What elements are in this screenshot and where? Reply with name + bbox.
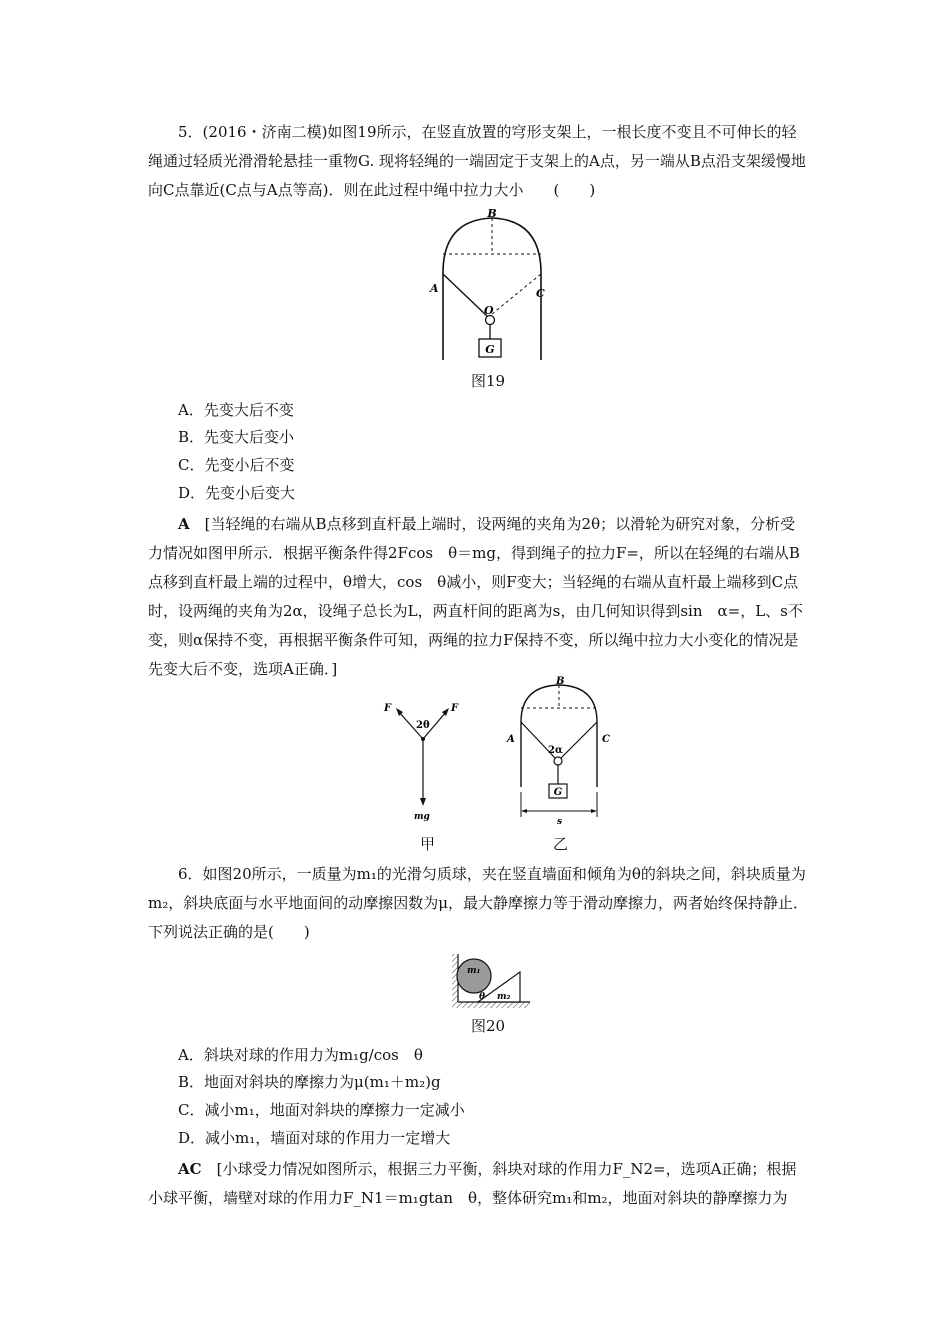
figure-yi — [505, 674, 615, 828]
fig20-label-m2: m₂ — [497, 992, 511, 1002]
fig-yi-label-A: A — [507, 734, 515, 745]
fig19-label-B: B — [487, 208, 497, 220]
fig20-label-theta: θ — [479, 992, 486, 1002]
q5-option-b: B．先变大后变小 — [178, 428, 295, 446]
q6-option-c: C．减小m₁，地面对斜块的摩擦力一定减小 — [178, 1101, 465, 1119]
q6-explanation: [小球受力情况如图所示，根据三力平衡，斜块对球的作用力F_N2=，选项A正确；根据小球平衡，墙壁对球的作用力F_N1＝m₁gtan θ，整体研究m₁和m₂，地面对斜块的静摩擦力为 — [148, 1160, 797, 1207]
figure-19 — [420, 208, 560, 368]
fig19-label-O: O — [484, 304, 494, 317]
q6-solution — [148, 1155, 808, 1213]
q5-option-d: D．先变小后变大 — [178, 484, 296, 502]
fig19-label-A: A — [430, 282, 439, 295]
fig-jia-caption: 甲 — [420, 835, 436, 853]
figure-20 — [450, 952, 532, 1010]
fig-yi-label-C: C — [602, 734, 610, 745]
q5-solution — [148, 510, 808, 684]
fig-jia-angle: 2θ — [416, 720, 430, 731]
q5-stem: 5．(2016・济南二模)如图19所示，在竖直放置的穹形支架上，一根长度不变且不可伸长的轻绳通过轻质光滑滑轮悬挂一重物G. 现将轻绳的一端固定于支架上的A点，另一端从B点沿支架缓慢地向C点靠近(C点与A点等高)．则在此过程中绳中拉力大小 ( ) — [148, 123, 806, 199]
fig-yi-label-G: G — [553, 787, 563, 798]
q5-explanation: [当轻绳的右端从B点移到直杆最上端时，设两绳的夹角为2θ；以滑轮为研究对象，分析受力情况如图甲所示．根据平衡条件得2Fcos θ＝mg，得到绳子的拉力F=，所以在轻绳的右端从B点移到直杆最上端的过程中，θ增大，cos θ减小，则F变大；当轻绳的右端从直杆最上端移到C点时，设两绳的夹角为2α，设绳子总长为L，两直杆间的距离为s，由几何知识得到sin α=，L、s不变，则α保持不变，再根据平衡条件可知，两绳的拉力F保持不变，所以绳中拉力大小变化的情况是先变大后不变，选项A正确．] — [148, 515, 803, 678]
fig20-label-m1: m₁ — [467, 966, 481, 976]
fig-yi-label-s: s — [557, 817, 563, 827]
q5-answer: A — [178, 515, 190, 533]
q6-answer: AC — [178, 1160, 202, 1178]
q5-figure-caption: 图19 — [471, 372, 506, 390]
fig-yi-caption: 乙 — [553, 835, 569, 853]
q6-figure-caption: 图20 — [471, 1017, 506, 1035]
fig-jia-F-left: F — [384, 703, 392, 714]
q6-option-b: B．地面对斜块的摩擦力为μ(m₁＋m₂)g — [178, 1073, 441, 1091]
figure-jia — [372, 697, 482, 822]
q5-option-c: C．先变小后不变 — [178, 456, 295, 474]
q5-option-a: A．先变大后不变 — [178, 401, 294, 419]
fig19-label-C: C — [536, 287, 545, 300]
fig-jia-F-right: F — [451, 703, 459, 714]
fig-yi-angle: 2α — [548, 745, 563, 756]
fig-yi-label-B: B — [556, 676, 565, 687]
fig19-label-G: G — [485, 343, 495, 356]
q6-stem: 6．如图20所示，一质量为m₁的光滑匀质球，夹在竖直墙面和倾角为θ的斜块之间，斜块质量为m₂，斜块底面与水平地面间的动摩擦因数为μ，最大静摩擦力等于滑动摩擦力，两者始终保持静止．下列说法正确的是( ) — [148, 865, 808, 941]
q6-option-d: D．减小m₁，墙面对球的作用力一定增大 — [178, 1129, 451, 1147]
q6-option-a: A．斜块对球的作用力为m₁g/cos θ — [178, 1046, 423, 1064]
fig-jia-mg: mg — [414, 812, 430, 822]
